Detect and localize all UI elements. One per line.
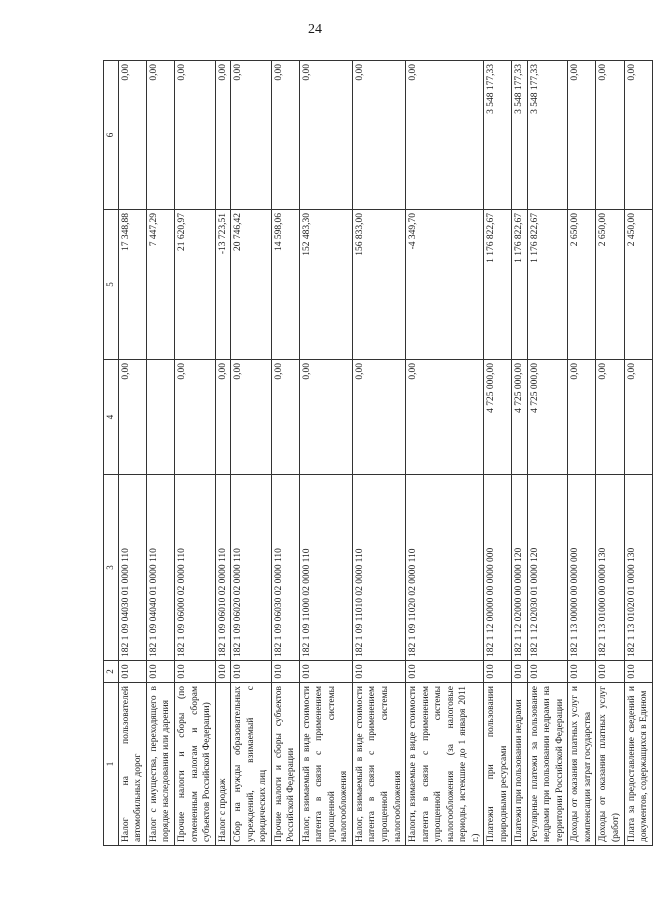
- row-budget-code: 182 1 09 06020 02 0000 110: [231, 475, 272, 661]
- row-name: Налоги, взимаемые в виде стоимости патента в связи с применением упрощенной системы налогообложения (за налоговые периоды, истекшие до 1 января 2011 г.): [406, 683, 484, 846]
- table-row: [146, 61, 174, 846]
- row-name: Платежи при пользовании природными ресурсами: [484, 683, 512, 846]
- row-budget-code: 182 1 09 11010 02 0000 110: [352, 475, 405, 661]
- row-line-code: 010: [624, 661, 652, 683]
- row-budget-code: 182 1 09 06010 02 0000 110: [215, 475, 231, 661]
- row-line-code: 010: [271, 661, 299, 683]
- row-budget-code: 182 1 09 06030 02 0000 110: [271, 475, 299, 661]
- row-executed: 17 348,88: [118, 210, 146, 360]
- row-name: Сбор на нужды образовательных учреждений, взимаемый с юридических лиц: [231, 683, 272, 846]
- row-executed: 21 620,97: [175, 210, 216, 360]
- row-executed: 2 650,00: [568, 210, 596, 360]
- row-unexecuted: 0,00: [624, 61, 652, 210]
- row-budget-code: 182 1 12 02030 01 0000 120: [527, 475, 568, 661]
- row-executed: 1 176 822,67: [512, 210, 528, 360]
- table-row: [231, 61, 272, 846]
- row-unexecuted: 0,00: [231, 61, 272, 210]
- row-line-code: 010: [215, 661, 231, 683]
- row-approved: 0,00: [118, 360, 146, 475]
- table-row: [527, 61, 568, 846]
- table-row: [406, 61, 484, 846]
- row-budget-code: 182 1 13 01000 00 0000 130: [596, 475, 624, 661]
- row-unexecuted: 0,00: [118, 61, 146, 210]
- row-unexecuted: 0,00: [596, 61, 624, 210]
- table-row: [624, 61, 652, 846]
- row-name: Доходы от оказания платных услуг и компенсации затрат государства: [568, 683, 596, 846]
- row-line-code: 010: [299, 661, 352, 683]
- revenue-table: [103, 60, 653, 846]
- row-line-code: 010: [484, 661, 512, 683]
- row-executed: 152 483,30: [299, 210, 352, 360]
- table-row: [484, 61, 512, 846]
- row-executed: 2 650,00: [596, 210, 624, 360]
- row-unexecuted: 3 548 177,33: [527, 61, 568, 210]
- row-budget-code: 182 1 09 11000 02 0000 110: [299, 475, 352, 661]
- row-unexecuted: 3 548 177,33: [512, 61, 528, 210]
- row-unexecuted: 0,00: [215, 61, 231, 210]
- row-name: Прочие налоги и сборы (по отмененным налогам и сборам субъектов Российской Федерации): [175, 683, 216, 846]
- col-header-3: 3: [104, 475, 119, 661]
- table-row: [568, 61, 596, 846]
- row-name: Налог, взимаемый в виде стоимости патента в связи с применением упрощенной системы налогообложения: [299, 683, 352, 846]
- row-budget-code: 182 1 13 00000 00 0000 000: [568, 475, 596, 661]
- row-line-code: 010: [352, 661, 405, 683]
- row-line-code: 010: [118, 661, 146, 683]
- row-executed: 2 450,00: [624, 210, 652, 360]
- row-line-code: 010: [527, 661, 568, 683]
- col-header-6: 6: [104, 61, 119, 210]
- table-row: [215, 61, 231, 846]
- row-approved: 0,00: [215, 360, 231, 475]
- row-approved: 0,00: [406, 360, 484, 475]
- row-executed: 14 598,06: [271, 210, 299, 360]
- table-body: [118, 61, 652, 846]
- row-executed: 7 447,29: [146, 210, 174, 360]
- row-approved: 0,00: [299, 360, 352, 475]
- row-budget-code: 182 1 09 06000 02 0000 110: [175, 475, 216, 661]
- row-name: Налог на пользователей автомобильных дорог: [118, 683, 146, 846]
- row-line-code: 010: [406, 661, 484, 683]
- col-header-2: 2: [104, 661, 119, 683]
- table-row: [299, 61, 352, 846]
- row-approved: 4 725 000,00: [512, 360, 528, 475]
- row-budget-code: 182 1 09 11020 02 0000 110: [406, 475, 484, 661]
- col-header-1: 1: [104, 683, 119, 846]
- row-executed: 1 176 822,67: [484, 210, 512, 360]
- row-approved: 0,00: [596, 360, 624, 475]
- header-row: [104, 61, 119, 846]
- row-line-code: 010: [231, 661, 272, 683]
- table-row: [512, 61, 528, 846]
- row-approved: 0,00: [352, 360, 405, 475]
- row-approved: 0,00: [271, 360, 299, 475]
- row-line-code: 010: [512, 661, 528, 683]
- page-number: 24: [308, 22, 322, 37]
- row-approved: 0,00: [624, 360, 652, 475]
- row-unexecuted: 0,00: [271, 61, 299, 210]
- col-header-4: 4: [104, 360, 119, 475]
- row-executed: -4 349,70: [406, 210, 484, 360]
- row-name: Доходы от оказания платных услуг (работ): [596, 683, 624, 846]
- row-budget-code: 182 1 13 01020 01 0000 130: [624, 475, 652, 661]
- row-name: Платежи при пользовании недрами: [512, 683, 528, 846]
- col-header-5: 5: [104, 210, 119, 360]
- row-name: Регулярные платежи за пользование недрами при пользовании недрами на территории Российской Федерации: [527, 683, 568, 846]
- row-line-code: 010: [146, 661, 174, 683]
- row-budget-code: 182 1 12 00000 00 0000 000: [484, 475, 512, 661]
- row-line-code: 010: [175, 661, 216, 683]
- row-executed: 156 833,00: [352, 210, 405, 360]
- row-executed: 1 176 822,67: [527, 210, 568, 360]
- row-line-code: 010: [596, 661, 624, 683]
- row-name: Налог с имущества, переходящего в порядке наследования или дарения: [146, 683, 174, 846]
- table-row: [596, 61, 624, 846]
- row-name: Налог, взимаемый в виде стоимости патента в связи с применением упрощенной системы налогообложения: [352, 683, 405, 846]
- table-row: [175, 61, 216, 846]
- row-name: Плата за предоставление сведений и документов, содержащихся в Едином: [624, 683, 652, 846]
- row-unexecuted: 0,00: [146, 61, 174, 210]
- row-approved: 0,00: [568, 360, 596, 475]
- row-unexecuted: 3 548 177,33: [484, 61, 512, 210]
- row-approved: 0,00: [231, 360, 272, 475]
- row-unexecuted: 0,00: [175, 61, 216, 210]
- row-unexecuted: 0,00: [406, 61, 484, 210]
- row-unexecuted: 0,00: [299, 61, 352, 210]
- row-line-code: 010: [568, 661, 596, 683]
- table-row: [352, 61, 405, 846]
- row-executed: -13 723,51: [215, 210, 231, 360]
- row-unexecuted: 0,00: [352, 61, 405, 210]
- row-executed: 20 746,42: [231, 210, 272, 360]
- table-row: [118, 61, 146, 846]
- row-name: Налог с продаж: [215, 683, 231, 846]
- rotated-table-area: [103, 61, 650, 846]
- table-row: [271, 61, 299, 846]
- row-budget-code: 182 1 12 02000 00 0000 120: [512, 475, 528, 661]
- row-name: Прочие налоги и сборы субъектов Российской Федерации: [271, 683, 299, 846]
- row-unexecuted: 0,00: [568, 61, 596, 210]
- row-approved: 0,00: [175, 360, 216, 475]
- row-approved: 4 725 000,00: [484, 360, 512, 475]
- row-budget-code: 182 1 09 04030 01 0000 110: [118, 475, 146, 661]
- row-budget-code: 182 1 09 04040 01 0000 110: [146, 475, 174, 661]
- row-approved: 4 725 000,00: [527, 360, 568, 475]
- row-approved: [146, 360, 174, 475]
